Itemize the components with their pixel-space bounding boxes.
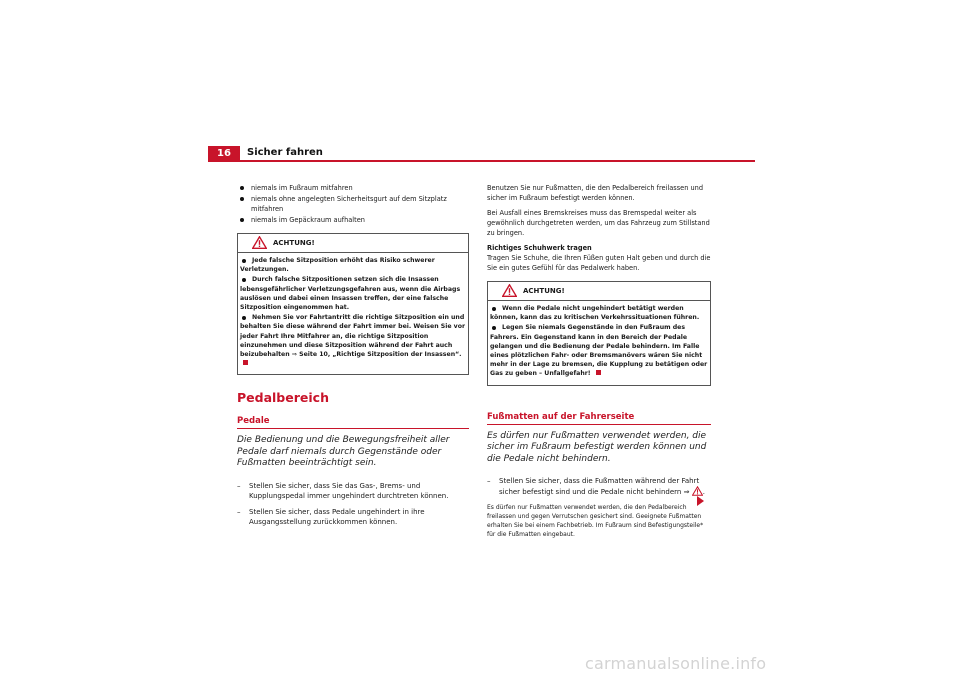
right-column — [487, 183, 711, 544]
warning-item-text: Nehmen Sie vor Fahrtantritt die richtige Sitzposition ein und behalten Sie diese während der Fahrt immer bei. Weisen Sie vor jeder Fahrt Ihre Mitfahrer an, die richtige Sitzposition einzunehmen und diese Sitzposition während der Fahrt auch beizubehalten — [240, 314, 466, 359]
warning-box — [237, 233, 469, 375]
warning-item — [240, 313, 466, 368]
section-end-mark — [243, 360, 248, 365]
warning-title: ACHTUNG! — [273, 238, 315, 247]
warning-item — [490, 323, 708, 378]
header-rule — [208, 160, 755, 162]
subsection-title: Pedale — [237, 416, 469, 429]
warning-triangle-icon — [252, 236, 267, 249]
paragraph: Bei Ausfall eines Bremskreises muss das Bremspedal weiter als gewöhnlich durchgetreten werden, um das Fahrzeug zum Stillstand zu bringen. — [487, 209, 710, 237]
warning-triangle-icon — [692, 486, 703, 496]
instruction-item — [487, 476, 711, 497]
reference-arrow: ⇒ — [683, 488, 690, 497]
section-title: Pedalbereich — [237, 390, 329, 406]
instruction-item: – Stellen Sie sicher, dass Sie das Gas-, Brems- und Kupplungspedal immer ungehindert durchtreten können. — [237, 481, 469, 501]
paragraph: Benutzen Sie nur Fußmatten, die den Pedalbereich freilassen und sicher im Fußraum befestigt werden können. — [487, 184, 704, 202]
left-column — [237, 183, 469, 533]
intro-text: Es dürfen nur Fußmatten verwendet werden, die sicher im Fußraum befestigt werden können und die Pedale nicht behindern. — [487, 430, 707, 464]
warning-triangle-icon — [502, 284, 517, 297]
section-end-mark — [596, 370, 601, 375]
warning-item: Jede falsche Sitzposition erhöht das Risiko schwerer Verletzungen. — [240, 256, 466, 274]
warning-box — [487, 281, 711, 386]
warning-body — [488, 300, 710, 385]
list-item: niemals ohne angelegten Sicherheitsgurt auf dem Sitzplatz mitfahren — [237, 194, 469, 214]
watermark: carmanualsonline.info — [585, 654, 767, 673]
warning-title: ACHTUNG! — [523, 286, 565, 295]
warning-item-text: Legen Sie niemals Gegenstände in den Fußraum des Fahrers. Ein Gegenstand kann in den Bereich der Pedale gelangen und die Bedienung der Pedale behindern. Im Falle eines plötzlichen Fahr- oder Bremsmanövers wären Sie nicht mehr in der Lage zu bremsen, die Kupplung zu betätigen oder Gas zu geben – Unfallgefahr! — [490, 324, 708, 378]
page-number: 16 — [208, 146, 240, 161]
instruction-item: – Stellen Sie sicher, dass Pedale ungehindert in ihre Ausgangsstellung zurückkommen können. — [237, 507, 469, 527]
warning-header — [238, 234, 468, 252]
note-text: Es dürfen nur Fußmatten verwendet werden, die den Pedalbereich freilassen und gegen Verrutschen gesichert sind. Geeignete Fußmatten erhalten Sie bei einem Fachbetrieb. Im Fußraum sind Befestigungsteile* für die Fußmatten eingebaut. — [487, 504, 704, 539]
warning-item: Wenn die Pedale nicht ungehindert betätigt werden können, kann das zu kritischen Verkehrssituationen führen. — [490, 304, 708, 322]
list-item: niemals im Fußraum mitfahren — [237, 183, 469, 193]
paragraph-heading: Richtiges Schuhwerk tragen — [487, 244, 592, 252]
continue-arrow-icon — [697, 496, 704, 506]
instruction-end: . — [702, 488, 705, 497]
page-reference-link[interactable]: Seite 10, „Richtige Sitzposition der Insassen“. — [299, 351, 462, 359]
warning-body — [238, 252, 468, 374]
instruction-text: Stellen Sie sicher, dass die Fußmatten während der Fahrt sicher befestigt sind und die Pedale nicht behindern — [499, 477, 700, 497]
intro-text: Die Bedienung und die Bewegungsfreiheit aller Pedale darf niemals durch Gegenstände oder Fußmatten beeinträchtigt sein. — [237, 435, 450, 469]
page-header-title: Sicher fahren — [247, 147, 323, 158]
paragraph: Tragen Sie Schuhe, die Ihren Füßen guten Halt geben und durch die Sie ein gutes Gefühl für das Pedalwerk haben. — [487, 254, 711, 272]
subsection-title: Fußmatten auf der Fahrerseite — [487, 412, 711, 425]
warning-header — [488, 282, 710, 300]
reference-arrow: ⇒ — [291, 351, 297, 359]
warning-item: Durch falsche Sitzpositionen setzen sich die Insassen lebensgefährlicher Verletzungsgefahren aus, wenn die Airbags auslösen und dabei einen Insassen treffen, der eine falsche Sitzposition eingenommen hat. — [240, 275, 466, 312]
list-item: niemals im Gepäckraum aufhalten — [237, 215, 469, 225]
